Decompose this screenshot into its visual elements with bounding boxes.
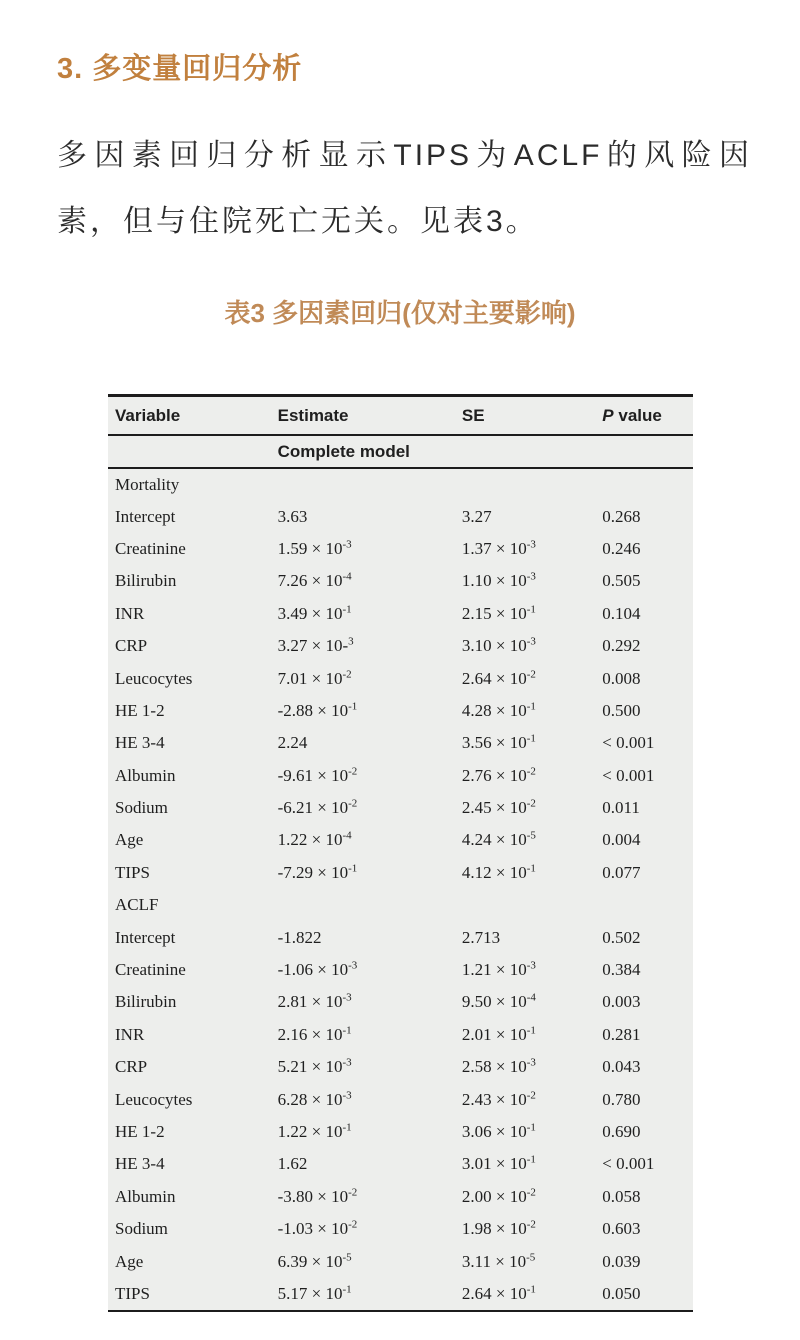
cell-variable: INR bbox=[115, 1024, 145, 1044]
cell-se: $2.64 \times 10^{-1}$ bbox=[461, 1283, 536, 1303]
table-row bbox=[108, 1213, 693, 1245]
cell-pvalue: 0.058 bbox=[602, 1186, 641, 1206]
cell-pvalue: 0.043 bbox=[602, 1057, 641, 1077]
cell-se: 2.713 bbox=[461, 927, 501, 947]
cell-pvalue: 0.003 bbox=[602, 992, 641, 1012]
cell-variable: Age bbox=[115, 830, 144, 850]
cell-se: $3.10 \times 10^{-3}$ bbox=[461, 635, 536, 656]
col-header-variable: Variable bbox=[108, 397, 278, 435]
table-row bbox=[108, 1116, 693, 1148]
cell-pvalue: 0.246 bbox=[602, 538, 641, 558]
cell-se: $2.00 \times 10^{-2}$ bbox=[461, 1186, 536, 1206]
cell-variable: Leucocytes bbox=[115, 668, 193, 688]
cell-se: $2.58 \times 10^{-3}$ bbox=[461, 1056, 536, 1077]
empty-cell bbox=[278, 468, 462, 500]
cell-estimate: $-1.03 \times 10^{-2}$ bbox=[277, 1218, 358, 1239]
cell-variable: HE 1-2 bbox=[115, 700, 165, 720]
table-caption: 表3 多因素回归(仅对主要影响) bbox=[224, 298, 576, 328]
cell-estimate: $5.17 \times 10^{-1}$ bbox=[277, 1283, 352, 1303]
cell-estimate: $1.22 \times 10^{-4}$ bbox=[277, 829, 352, 850]
cell-estimate: $2.16 \times 10^{-1}$ bbox=[277, 1024, 352, 1044]
cell-pvalue: 0.011 bbox=[602, 798, 640, 818]
cell-variable: Bilirubin bbox=[115, 571, 177, 591]
empty-cell bbox=[602, 889, 693, 921]
cell-se: $4.24 \times 10^{-5}$ bbox=[461, 829, 536, 850]
table-row bbox=[108, 921, 693, 953]
cell-se: $2.45 \times 10^{-2}$ bbox=[461, 797, 536, 818]
cell-estimate: 1.62 bbox=[277, 1154, 308, 1174]
table-row bbox=[108, 1181, 693, 1213]
cell-pvalue: 0.004 bbox=[602, 830, 641, 850]
cell-estimate: $-6.21 \times 10^{-2}$ bbox=[277, 797, 358, 818]
table-row bbox=[108, 1278, 693, 1310]
cell-pvalue: 0.502 bbox=[602, 927, 641, 947]
cell-variable: Creatinine bbox=[115, 960, 186, 980]
cell-se: $3.11 \times 10^{-5}$ bbox=[461, 1250, 536, 1271]
cell-pvalue: 0.008 bbox=[602, 668, 641, 688]
cell-estimate: $-2.88 \times 10^{-1}$ bbox=[277, 700, 358, 720]
table-row bbox=[108, 533, 693, 565]
cell-variable: HE 3-4 bbox=[115, 733, 165, 753]
regression-table bbox=[108, 394, 693, 1312]
cell-pvalue: 0.268 bbox=[602, 506, 641, 526]
cell-se: $1.37 \times 10^{-3}$ bbox=[461, 538, 536, 558]
cell-estimate: $7.01 \times 10^{-2}$ bbox=[277, 667, 352, 688]
body-paragraph: 多因素回归分析显示TIPS为ACLF的风险因素，但与住院死亡无关。见表3。 bbox=[57, 139, 752, 238]
cell-pvalue: < 0.001 bbox=[602, 765, 655, 785]
cell-variable: Albumin bbox=[115, 1186, 176, 1206]
section-heading: 3. 多变量回归分析 bbox=[57, 53, 303, 85]
cell-variable: TIPS bbox=[115, 1283, 150, 1303]
cell-estimate: $1.22 \times 10^{-1}$ bbox=[277, 1121, 352, 1141]
cell-se: $2.01 \times 10^{-1}$ bbox=[461, 1024, 536, 1044]
cell-se: $9.50 \times 10^{-4}$ bbox=[461, 991, 536, 1012]
table-row bbox=[108, 565, 693, 597]
cell-pvalue: 0.500 bbox=[602, 700, 641, 720]
table-row bbox=[108, 662, 693, 694]
empty-cell bbox=[278, 889, 462, 921]
cell-estimate: 3.63 bbox=[277, 506, 308, 526]
cell-estimate: -1.822 bbox=[277, 927, 322, 947]
cell-pvalue: 0.780 bbox=[602, 1089, 641, 1109]
cell-estimate: $7.26 \times 10^{-4}$ bbox=[277, 570, 352, 591]
cell-pvalue: 0.104 bbox=[602, 603, 641, 623]
table-row bbox=[108, 986, 693, 1018]
col-header-estimate: Estimate bbox=[278, 397, 462, 435]
cell-estimate: $6.39 \times 10^{-5}$ bbox=[277, 1250, 352, 1271]
cell-pvalue: 0.050 bbox=[602, 1283, 641, 1303]
cell-variable: Creatinine bbox=[115, 538, 186, 558]
cell-pvalue: 0.292 bbox=[602, 636, 641, 656]
section-label: Mortality bbox=[115, 474, 180, 494]
table-row bbox=[108, 1148, 693, 1180]
table-subheader-row bbox=[108, 435, 693, 468]
cell-se: $2.43 \times 10^{-2}$ bbox=[461, 1088, 536, 1109]
cell-estimate: $3.49 \times 10^{-1}$ bbox=[277, 603, 352, 623]
subheader-spacer bbox=[108, 435, 278, 468]
table-row bbox=[108, 1051, 693, 1083]
table-row bbox=[108, 857, 693, 889]
cell-se: $1.98 \times 10^{-2}$ bbox=[461, 1218, 536, 1239]
empty-cell bbox=[602, 468, 693, 500]
table-row bbox=[108, 1245, 693, 1277]
pvalue-italic-p: P bbox=[602, 405, 614, 425]
cell-variable: INR bbox=[115, 603, 145, 623]
cell-se: $4.12 \times 10^{-1}$ bbox=[461, 862, 536, 882]
empty-cell bbox=[462, 468, 602, 500]
cell-se: $3.56 \times 10^{-1}$ bbox=[461, 732, 536, 753]
pvalue-rest: value bbox=[613, 405, 662, 425]
cell-se: $2.15 \times 10^{-1}$ bbox=[461, 603, 536, 623]
cell-se: $3.01 \times 10^{-1}$ bbox=[461, 1153, 536, 1174]
cell-variable: Leucocytes bbox=[115, 1089, 193, 1109]
cell-pvalue: 0.690 bbox=[602, 1122, 641, 1141]
cell-variable: CRP bbox=[115, 636, 148, 656]
cell-variable: Intercept bbox=[115, 927, 176, 947]
cell-pvalue: < 0.001 bbox=[602, 1154, 655, 1174]
cell-variable: Bilirubin bbox=[115, 992, 177, 1012]
cell-estimate: $-7.29 \times 10^{-1}$ bbox=[277, 862, 358, 882]
multivariable-regression-table bbox=[108, 397, 693, 1310]
cell-pvalue: 0.281 bbox=[602, 1024, 641, 1044]
cell-se: $4.28 \times 10^{-1}$ bbox=[461, 700, 536, 720]
section-label: ACLF bbox=[115, 895, 159, 915]
cell-pvalue: < 0.001 bbox=[602, 733, 655, 753]
table-row bbox=[108, 500, 693, 532]
table-row bbox=[108, 1083, 693, 1115]
cell-estimate: $1.59 \times 10^{-3}$ bbox=[277, 538, 352, 558]
table-row bbox=[108, 695, 693, 727]
cell-estimate: $6.28 \times 10^{-3}$ bbox=[277, 1088, 352, 1109]
cell-variable: TIPS bbox=[115, 862, 150, 882]
table-row bbox=[108, 792, 693, 824]
cell-variable: HE 1-2 bbox=[115, 1122, 165, 1141]
cell-variable: Albumin bbox=[115, 765, 176, 785]
cell-estimate: $2.81 \times 10^{-3}$ bbox=[277, 991, 352, 1012]
table-row bbox=[108, 954, 693, 986]
cell-variable: Intercept bbox=[115, 506, 176, 526]
cell-pvalue: 0.505 bbox=[602, 571, 641, 591]
cell-se: $3.06 \times 10^{-1}$ bbox=[461, 1121, 536, 1141]
cell-variable: Sodium bbox=[115, 1219, 168, 1239]
cell-se: 3.27 bbox=[461, 506, 492, 526]
cell-variable: Sodium bbox=[115, 798, 168, 818]
table-header-row bbox=[108, 397, 693, 435]
cell-variable: Age bbox=[115, 1251, 144, 1271]
cell-se: $2.64 \times 10^{-2}$ bbox=[461, 667, 536, 688]
section-row bbox=[108, 889, 693, 921]
table-row bbox=[108, 760, 693, 792]
cell-estimate: $-1.06 \times 10^{-3}$ bbox=[277, 959, 358, 980]
cell-pvalue: 0.077 bbox=[602, 862, 641, 882]
section-row bbox=[108, 468, 693, 500]
table-row bbox=[108, 1019, 693, 1051]
table-row bbox=[108, 727, 693, 759]
cell-estimate: $-3.80 \times 10^{-2}$ bbox=[277, 1186, 358, 1206]
table-row bbox=[108, 598, 693, 630]
cell-variable: HE 3-4 bbox=[115, 1154, 165, 1174]
cell-estimate: $5.21 \times 10^{-3}$ bbox=[277, 1056, 352, 1077]
cell-variable: CRP bbox=[115, 1057, 148, 1077]
table-row bbox=[108, 630, 693, 662]
cell-pvalue: 0.384 bbox=[602, 960, 641, 980]
cell-se: $1.10 \times 10^{-3}$ bbox=[461, 570, 536, 591]
cell-se: $1.21 \times 10^{-3}$ bbox=[461, 959, 536, 980]
subheader-complete-model: Complete model bbox=[278, 435, 693, 468]
cell-se: $2.76 \times 10^{-2}$ bbox=[461, 765, 536, 785]
cell-estimate: 2.24 bbox=[277, 733, 308, 753]
cell-estimate: $-9.61 \times 10^{-2}$ bbox=[277, 765, 358, 785]
cell-estimate: 3.27 × 10-$^3$ bbox=[277, 635, 354, 656]
empty-cell bbox=[462, 889, 602, 921]
cell-pvalue: 0.039 bbox=[602, 1251, 641, 1271]
col-header-se: SE bbox=[462, 397, 602, 435]
table-row bbox=[108, 824, 693, 856]
cell-pvalue: 0.603 bbox=[602, 1219, 641, 1239]
col-header-pvalue bbox=[602, 397, 693, 435]
